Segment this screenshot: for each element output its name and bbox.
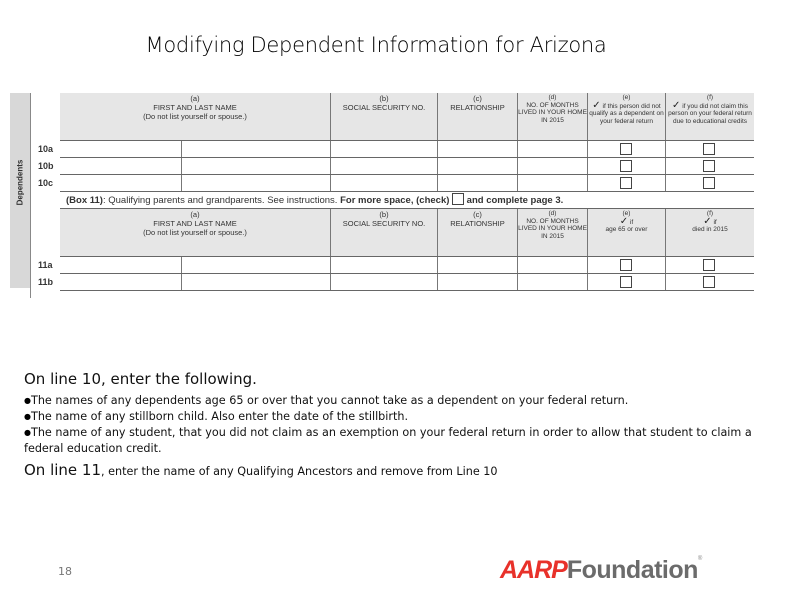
column-divider bbox=[437, 257, 438, 273]
page-number: 18 bbox=[58, 565, 72, 578]
column-divider bbox=[587, 175, 588, 191]
column-divider bbox=[517, 257, 518, 273]
dependents-form-image bbox=[10, 93, 756, 298]
column-divider bbox=[665, 141, 666, 157]
column-divider bbox=[181, 274, 182, 290]
column-divider bbox=[587, 274, 588, 290]
checkbox bbox=[703, 259, 715, 271]
col-f-title: if you did not claim this person on your federal return due to educational credits bbox=[668, 102, 752, 125]
line11-lead: On line 11 bbox=[24, 461, 102, 479]
checkbox bbox=[620, 177, 632, 189]
row-label: 10c bbox=[38, 178, 54, 188]
col-a-title: FIRST AND LAST NAME bbox=[153, 103, 237, 112]
row-label: 11a bbox=[38, 260, 53, 270]
col-e-title: age 65 or over bbox=[605, 226, 648, 233]
col-d-letter: (d) bbox=[548, 210, 557, 217]
slide-body bbox=[24, 370, 784, 479]
col-a-note: (Do not list yourself or spouse.) bbox=[143, 228, 247, 237]
box11-complete: and complete page 3. bbox=[466, 195, 564, 206]
dependents-label: Dependents bbox=[15, 159, 25, 206]
row-label: 11b bbox=[38, 277, 54, 287]
checkbox bbox=[703, 276, 715, 288]
checkbox bbox=[620, 143, 632, 155]
col-f-letter: (f) bbox=[706, 94, 714, 101]
more-space-checkbox bbox=[452, 193, 464, 205]
col-c-letter: (c) bbox=[473, 210, 482, 219]
column-divider bbox=[330, 175, 331, 191]
column-divider bbox=[517, 158, 518, 174]
aarp-foundation-logo bbox=[500, 556, 702, 585]
header-row-10 bbox=[60, 93, 754, 141]
box11-label: (Box 11) bbox=[66, 195, 103, 206]
bullet-item bbox=[24, 425, 784, 457]
col-d-title: NO. OF MONTHS LIVED IN YOUR HOME IN 2015 bbox=[518, 217, 587, 240]
column-divider bbox=[587, 158, 588, 174]
column-divider bbox=[665, 257, 666, 273]
column-divider bbox=[330, 158, 331, 174]
column-divider bbox=[181, 175, 182, 191]
line11-text bbox=[24, 461, 784, 479]
col-f-title: died in 2015 bbox=[692, 226, 728, 233]
row-label: 10b bbox=[38, 161, 54, 171]
logo-foundation: Foundation bbox=[566, 556, 698, 584]
col-b-title: SOCIAL SECURITY NO. bbox=[342, 103, 426, 112]
box11-instructions bbox=[66, 193, 563, 206]
form-row bbox=[60, 158, 754, 175]
box11-text: : Qualifying parents and grandparents. See instructions. bbox=[102, 195, 338, 206]
column-divider bbox=[665, 158, 666, 174]
col-e-letter: (e) bbox=[622, 94, 631, 101]
header-row-11 bbox=[60, 208, 754, 257]
col-c-title: RELATIONSHIP bbox=[450, 103, 505, 112]
checkbox bbox=[703, 177, 715, 189]
column-divider bbox=[517, 141, 518, 157]
column-divider bbox=[665, 274, 666, 290]
bullet-icon: ● bbox=[24, 412, 31, 421]
column-divider bbox=[437, 274, 438, 290]
col-c-letter: (c) bbox=[473, 94, 482, 103]
col-d-letter: (d) bbox=[548, 94, 557, 101]
col-a-title: FIRST AND LAST NAME bbox=[153, 219, 237, 228]
line10-heading: On line 10, enter the following. bbox=[24, 370, 257, 388]
checkmark-icon: ✓ bbox=[592, 99, 601, 111]
checkmark-icon: ✓ bbox=[672, 99, 681, 111]
logo-registered: ® bbox=[697, 556, 703, 562]
divider bbox=[30, 93, 31, 298]
checkbox bbox=[620, 160, 632, 172]
col-c-title: RELATIONSHIP bbox=[450, 219, 505, 228]
line11-rest: , enter the name of any Qualifying Ancestors and remove from Line 10 bbox=[101, 465, 498, 478]
bullet-text: The names of any dependents age 65 or over that you cannot take as a dependent on your federal return. bbox=[30, 394, 629, 407]
col-f-if: if bbox=[713, 218, 717, 226]
logo-aarp: AARP bbox=[500, 556, 567, 584]
checkmark-icon: ✓ bbox=[703, 215, 712, 227]
bullet-item bbox=[24, 409, 784, 425]
bullet-item bbox=[24, 393, 784, 409]
column-divider bbox=[517, 175, 518, 191]
col-f-letter: (f) bbox=[706, 210, 714, 217]
column-divider bbox=[437, 175, 438, 191]
checkbox bbox=[703, 160, 715, 172]
box11-more: For more space, (check) bbox=[340, 195, 450, 206]
col-a-note: (Do not list yourself or spouse.) bbox=[143, 112, 247, 121]
row-label: 10a bbox=[38, 144, 54, 154]
column-divider bbox=[665, 175, 666, 191]
col-b-title: SOCIAL SECURITY NO. bbox=[342, 219, 426, 228]
checkbox bbox=[620, 259, 632, 271]
col-e-letter: (e) bbox=[622, 210, 631, 217]
col-a-letter: (a) bbox=[190, 210, 200, 219]
column-divider bbox=[181, 141, 182, 157]
col-e-if: if bbox=[629, 218, 634, 226]
checkmark-icon: ✓ bbox=[619, 215, 629, 227]
form-row bbox=[60, 274, 754, 291]
column-divider bbox=[330, 257, 331, 273]
form-row bbox=[60, 257, 754, 274]
bullet-text: The name of any stillborn child. Also enter the date of the stillbirth. bbox=[30, 410, 409, 423]
slide-title: Modifying Dependent Information for Arizona bbox=[145, 33, 607, 57]
checkbox bbox=[703, 143, 715, 155]
column-divider bbox=[587, 257, 588, 273]
col-e-title: if this person did not qualify as a dependent on your federal return bbox=[589, 102, 664, 125]
column-divider bbox=[181, 158, 182, 174]
col-a-letter: (a) bbox=[190, 94, 200, 103]
bullet-icon: ● bbox=[24, 396, 31, 405]
form-row bbox=[60, 175, 754, 192]
column-divider bbox=[330, 141, 331, 157]
side-strip bbox=[10, 93, 30, 288]
bullet-text: The name of any student, that you did not claim as an exemption on your federal return in order to allow that student to claim a federal education credit. bbox=[24, 426, 752, 455]
col-d-title: NO. OF MONTHS LIVED IN YOUR HOME IN 2015 bbox=[518, 101, 587, 124]
checkbox bbox=[620, 276, 632, 288]
column-divider bbox=[330, 274, 331, 290]
column-divider bbox=[181, 257, 182, 273]
column-divider bbox=[587, 141, 588, 157]
column-divider bbox=[437, 158, 438, 174]
col-b-letter: (b) bbox=[379, 210, 389, 219]
form-row bbox=[60, 141, 754, 158]
bullet-icon: ● bbox=[24, 428, 31, 437]
column-divider bbox=[437, 141, 438, 157]
col-b-letter: (b) bbox=[379, 94, 389, 103]
column-divider bbox=[517, 274, 518, 290]
